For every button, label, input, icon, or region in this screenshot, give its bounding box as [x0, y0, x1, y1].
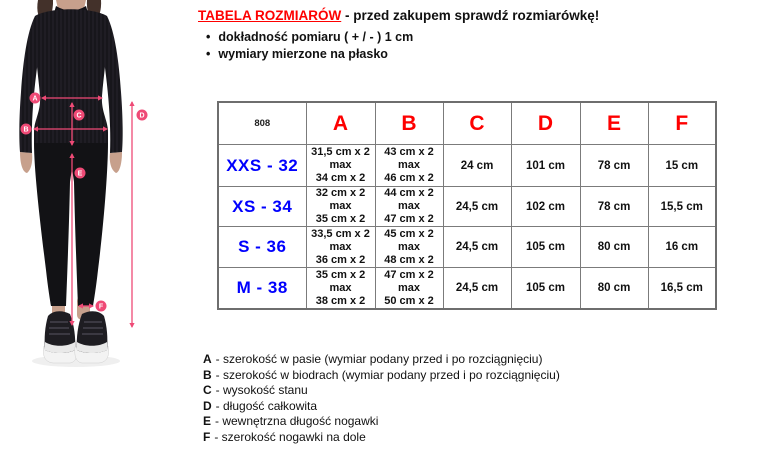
legend-letter: A	[203, 352, 212, 366]
cell-d: 101 cm	[511, 145, 580, 187]
cell-line: 34 cm x 2	[315, 172, 366, 184]
marker-letter: F	[98, 303, 104, 311]
measurement-marker-b	[21, 124, 32, 135]
title-rest: - przed zakupem sprawdź rozmiarówkę!	[341, 8, 600, 23]
legend-item	[203, 414, 560, 430]
cell-a	[306, 187, 375, 227]
cell-line: 45 cm x 2	[384, 227, 434, 240]
cell-line: max	[397, 240, 421, 253]
legend-item	[203, 352, 560, 368]
legend-item	[203, 430, 560, 446]
cell-c: 24,5 cm	[443, 227, 511, 268]
cell-line: 36 cm x 2	[315, 253, 366, 266]
size-label: S - 36	[218, 227, 306, 268]
cell-d: 105 cm	[511, 227, 580, 268]
cell-a	[306, 268, 375, 310]
measurement-marker-c	[74, 110, 85, 121]
cell-e: 78 cm	[580, 145, 648, 187]
measurement-legend	[203, 352, 560, 446]
cell-c: 24,5 cm	[443, 268, 511, 310]
cell-line: 50 cm x 2	[384, 294, 434, 307]
legend-letter: B	[203, 367, 212, 382]
cell-line: max	[397, 200, 421, 212]
cell-line: 44 cm x 2	[384, 187, 434, 199]
column-header-d: D	[511, 102, 580, 145]
note-item: • wymiary mierzone na płasko	[206, 46, 413, 63]
legend-letter: E	[203, 414, 212, 429]
table-row	[218, 145, 716, 187]
cell-d: 102 cm	[511, 187, 580, 227]
table-row	[218, 268, 716, 310]
measurement-marker-e	[75, 168, 86, 179]
marker-letter: B	[23, 126, 29, 134]
cell-line: 48 cm x 2	[384, 253, 434, 266]
model-photo	[0, 0, 180, 460]
model-leggings	[34, 143, 108, 306]
cell-f: 15 cm	[648, 145, 716, 187]
marker-letter: D	[139, 112, 145, 120]
title-highlight: TABELA ROZMIARÓW	[198, 8, 342, 23]
marker-letter: A	[32, 95, 38, 103]
marker-letter: E	[77, 170, 83, 178]
cell-line: max	[397, 281, 421, 294]
cell-b	[375, 145, 443, 187]
cell-b	[375, 268, 443, 310]
cell-a	[306, 145, 375, 187]
cell-e: 80 cm	[580, 268, 648, 310]
legend-desc: - szerokość nogawki na dole	[214, 429, 366, 444]
cell-line: max	[397, 159, 421, 171]
cell-line: 46 cm x 2	[384, 172, 434, 184]
column-header-a: A	[306, 102, 375, 145]
size-label: XS - 34	[218, 187, 306, 227]
cell-line: max	[329, 159, 352, 171]
legend-letter: F	[203, 429, 211, 444]
cell-line: 31,5 cm x 2	[311, 146, 370, 158]
size-table	[217, 101, 717, 310]
cell-line: 35 cm x 2	[315, 213, 366, 225]
legend-letter: C	[203, 383, 212, 398]
cell-f: 16 cm	[648, 227, 716, 268]
measurement-marker-a	[30, 93, 41, 104]
note-item: • dokładność pomiaru ( + / - ) 1 cm	[206, 29, 413, 46]
legend-desc: - szerokość w pasie (wymiar podany przed i po rozciągnięciu)	[215, 352, 543, 366]
cell-e: 80 cm	[580, 227, 648, 268]
cell-c: 24,5 cm	[443, 187, 511, 227]
table-header-row	[218, 102, 716, 145]
cell-line: 32 cm x 2	[315, 187, 366, 199]
cell-c: 24 cm	[443, 145, 511, 187]
product-code: 808	[218, 102, 306, 145]
column-header-e: E	[580, 102, 648, 145]
legend-item	[203, 368, 560, 384]
model-sweater	[19, 6, 122, 153]
cell-e: 78 cm	[580, 187, 648, 227]
cell-line: 43 cm x 2	[384, 146, 434, 158]
cell-line: 47 cm x 2	[384, 213, 434, 225]
legend-letter: D	[203, 398, 212, 413]
cell-b	[375, 227, 443, 268]
cell-line: max	[329, 240, 352, 253]
cell-line: max	[329, 200, 352, 212]
cell-line: 33,5 cm x 2	[311, 227, 370, 240]
notes-list	[206, 29, 413, 63]
column-header-b: B	[375, 102, 443, 145]
cell-b	[375, 187, 443, 227]
page-title	[198, 8, 599, 23]
size-label: M - 38	[218, 268, 306, 310]
legend-desc: - wysokość stanu	[215, 383, 308, 398]
legend-desc: - szerokość w biodrach (wymiar podany przed i po rozciągnięciu)	[215, 367, 560, 382]
measurement-marker-d	[137, 110, 148, 121]
cell-f: 16,5 cm	[648, 268, 716, 310]
size-label: XXS - 32	[218, 145, 306, 187]
column-header-f: F	[648, 102, 716, 145]
table-row	[218, 187, 716, 227]
cell-f: 15,5 cm	[648, 187, 716, 227]
cell-line: max	[329, 281, 352, 294]
column-header-c: C	[443, 102, 511, 145]
cell-line: 38 cm x 2	[315, 294, 366, 307]
cell-a	[306, 227, 375, 268]
cell-line: 35 cm x 2	[315, 268, 366, 281]
table-row	[218, 227, 716, 268]
model-sneakers	[43, 311, 108, 363]
cell-d: 105 cm	[511, 268, 580, 310]
measurement-marker-f	[96, 301, 107, 312]
legend-item	[203, 399, 560, 415]
legend-item	[203, 383, 560, 399]
legend-desc: - wewnętrzna długość nogawki	[215, 414, 379, 429]
legend-desc: - długość całkowita	[215, 398, 318, 413]
cell-line: 47 cm x 2	[384, 268, 434, 281]
marker-letter: C	[76, 112, 82, 120]
